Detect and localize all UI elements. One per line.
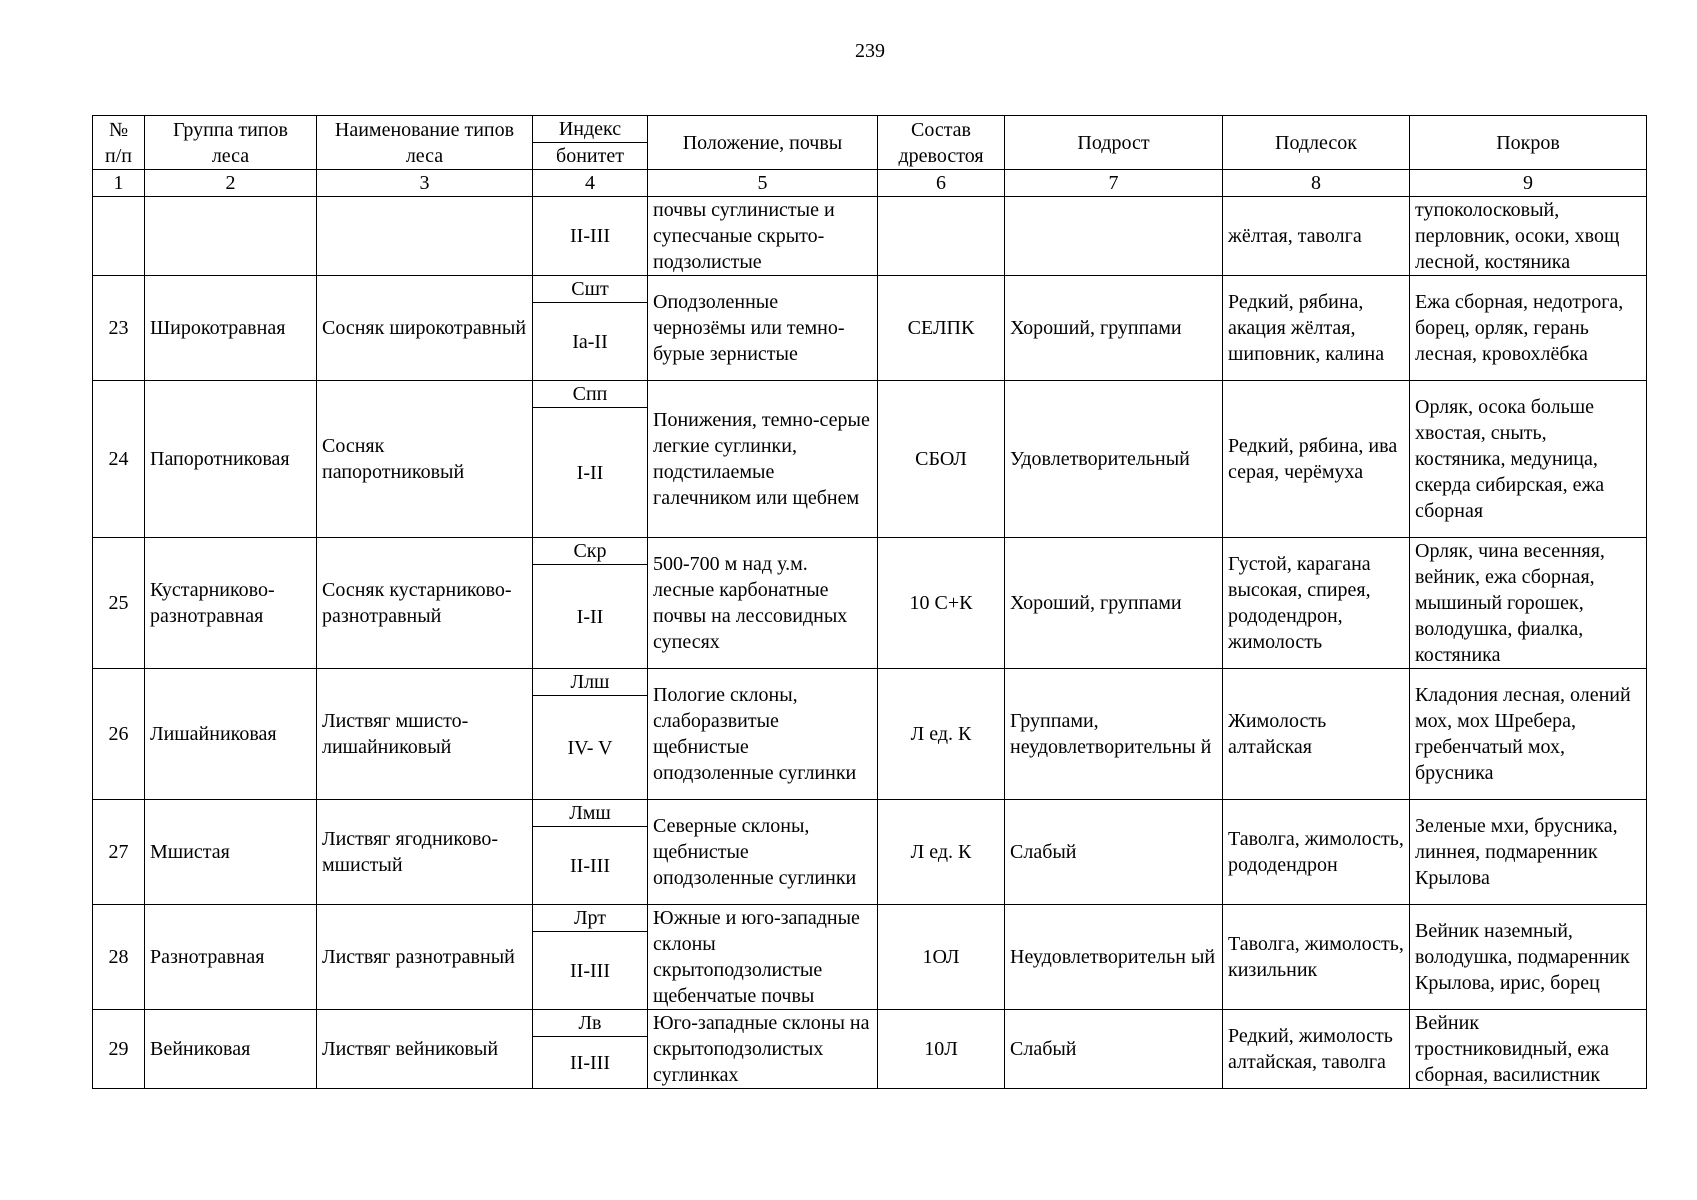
cell-cover: тупоколосковый, перловник, осоки, хвощ лесной, костяника	[1410, 197, 1647, 276]
header-cover: Покров	[1410, 116, 1647, 170]
cell-composition: СЕЛПК	[878, 276, 1005, 381]
header-index: Индекс	[533, 116, 648, 143]
cell-underbrush: жёлтая, таволга	[1223, 197, 1410, 276]
column-number: 7	[1005, 170, 1223, 197]
cell-undergrowth: Слабый	[1005, 800, 1223, 905]
column-number: 2	[145, 170, 317, 197]
cell-cover: Орляк, чина весенняя, вейник, ежа сборная, мышиный горошек, володушка, фиалка, костяника	[1410, 538, 1647, 669]
cell-group: Папоротниковая	[145, 381, 317, 538]
cell-composition: СБОЛ	[878, 381, 1005, 538]
cell-group: Разнотравная	[145, 905, 317, 1010]
header-bonitet: бонитет	[533, 143, 648, 170]
cell-cover: Ежа сборная, недотрога, борец, орляк, герань лесная, кровохлёбка	[1410, 276, 1647, 381]
column-number: 5	[648, 170, 878, 197]
cell-num: 28	[93, 905, 145, 1010]
cell-cover: Вейник наземный, володушка, подмаренник Крылова, ирис, борец	[1410, 905, 1647, 1010]
table-header	[93, 116, 1647, 197]
cell-position: почвы суглинистые и супесчаные скрыто-подзолистые	[648, 197, 878, 276]
cell-undergrowth: Группами, неудовлетворительны й	[1005, 669, 1223, 800]
cell-num: 29	[93, 1010, 145, 1089]
cell-composition: Л ед. К	[878, 669, 1005, 800]
cell-underbrush: Таволга, жимолость, рододендрон	[1223, 800, 1410, 905]
header-group: Группа типов леса	[145, 116, 317, 170]
table-row	[93, 905, 1647, 932]
table-row	[93, 276, 1647, 303]
column-number: 1	[93, 170, 145, 197]
cell-underbrush: Густой, карагана высокая, спирея, рододендрон, жимолость	[1223, 538, 1410, 669]
cell-position: Южные и юго-западные склоны скрытоподзолистые щебенчатые почвы	[648, 905, 878, 1010]
cell-composition	[878, 197, 1005, 276]
cell-position: 500-700 м над у.м. лесные карбонатные почвы на лессовидных супесях	[648, 538, 878, 669]
cell-name	[317, 197, 533, 276]
cell-num: 24	[93, 381, 145, 538]
cell-undergrowth	[1005, 197, 1223, 276]
cell-composition: 1ОЛ	[878, 905, 1005, 1010]
cell-index: Спп	[533, 381, 648, 408]
header-undergrowth: Подрост	[1005, 116, 1223, 170]
cell-group: Кустарниково-разнотравная	[145, 538, 317, 669]
cell-index: Лв	[533, 1010, 648, 1037]
cell-position: Оподзоленные чернозёмы или темно-бурые зернистые	[648, 276, 878, 381]
cell-name: Листвяг ягодниково-мшистый	[317, 800, 533, 905]
cell-bonitet: I-II	[533, 565, 648, 669]
cell-undergrowth: Слабый	[1005, 1010, 1223, 1089]
cell-bonitet: Ia-II	[533, 303, 648, 381]
cell-num: 23	[93, 276, 145, 381]
cell-cover: Кладония лесная, олений мох, мох Шребера, гребенчатый мох, брусника	[1410, 669, 1647, 800]
table-row	[93, 1010, 1647, 1037]
cell-position: Пологие склоны, слаборазвитые щебнистые оподзоленные суглинки	[648, 669, 878, 800]
forest-types-table	[92, 115, 1647, 1089]
header-underbrush: Подлесок	[1223, 116, 1410, 170]
cell-num: 26	[93, 669, 145, 800]
cell-name: Листвяг вейниковый	[317, 1010, 533, 1089]
cell-cover: Орляк, осока больше хвостая, сныть, костяника, медуница, скерда сибирская, ежа сборная	[1410, 381, 1647, 538]
column-number-row	[93, 170, 1647, 197]
cell-underbrush: Редкий, жимолость алтайская, таволга	[1223, 1010, 1410, 1089]
column-number: 3	[317, 170, 533, 197]
table-row	[93, 381, 1647, 408]
cell-num	[93, 197, 145, 276]
cell-cover: Зеленые мхи, брусника, линнея, подмаренник Крылова	[1410, 800, 1647, 905]
cell-position: Северные склоны, щебнистые оподзоленные суглинки	[648, 800, 878, 905]
cell-underbrush: Жимолость алтайская	[1223, 669, 1410, 800]
cell-group: Мшистая	[145, 800, 317, 905]
header-row	[93, 116, 1647, 143]
cell-composition: Л ед. К	[878, 800, 1005, 905]
cell-name: Сосняк кустарниково-разнотравный	[317, 538, 533, 669]
cell-bonitet: II-III	[533, 932, 648, 1010]
cell-bonitet: II-III	[533, 827, 648, 905]
header-name: Наименование типов леса	[317, 116, 533, 170]
page-number: 239	[855, 40, 885, 62]
header-num: № п/п	[93, 116, 145, 170]
cell-group: Широкотравная	[145, 276, 317, 381]
cell-bonitet: I-II	[533, 408, 648, 538]
header-position: Положение, почвы	[648, 116, 878, 170]
cell-name: Сосняк широкотравный	[317, 276, 533, 381]
cell-index: Лрт	[533, 905, 648, 932]
cell-bonitet: II-III	[533, 197, 648, 276]
cell-index: Скр	[533, 538, 648, 565]
cell-name: Листвяг мшисто-лишайниковый	[317, 669, 533, 800]
table-row	[93, 197, 1647, 276]
cell-group: Вейниковая	[145, 1010, 317, 1089]
cell-name: Сосняк папоротниковый	[317, 381, 533, 538]
table-body	[93, 197, 1647, 1089]
column-number: 6	[878, 170, 1005, 197]
cell-undergrowth: Хороший, группами	[1005, 538, 1223, 669]
cell-group: Лишайниковая	[145, 669, 317, 800]
cell-underbrush: Редкий, рябина, ива серая, черёмуха	[1223, 381, 1410, 538]
cell-underbrush: Редкий, рябина, акация жёлтая, шиповник, калина	[1223, 276, 1410, 381]
cell-bonitet: II-III	[533, 1037, 648, 1089]
cell-num: 27	[93, 800, 145, 905]
table-row	[93, 800, 1647, 827]
cell-cover: Вейник тростниковидный, ежа сборная, василистник	[1410, 1010, 1647, 1089]
table-row	[93, 538, 1647, 565]
cell-undergrowth: Неудовлетворительн ый	[1005, 905, 1223, 1010]
cell-name: Листвяг разнотравный	[317, 905, 533, 1010]
header-composition: Состав древостоя	[878, 116, 1005, 170]
column-number: 9	[1410, 170, 1647, 197]
cell-position: Юго-западные склоны на скрытоподзолистых суглинках	[648, 1010, 878, 1089]
cell-index: Сшт	[533, 276, 648, 303]
cell-undergrowth: Удовлетворительный	[1005, 381, 1223, 538]
cell-num: 25	[93, 538, 145, 669]
cell-bonitet: IV- V	[533, 696, 648, 800]
cell-index: Лмш	[533, 800, 648, 827]
cell-group	[145, 197, 317, 276]
cell-position: Понижения, темно-серые легкие суглинки, подстилаемые галечником или щебнем	[648, 381, 878, 538]
cell-undergrowth: Хороший, группами	[1005, 276, 1223, 381]
column-number: 4	[533, 170, 648, 197]
cell-index: Ллш	[533, 669, 648, 696]
column-number: 8	[1223, 170, 1410, 197]
cell-composition: 10 С+К	[878, 538, 1005, 669]
cell-composition: 10Л	[878, 1010, 1005, 1089]
table-row	[93, 669, 1647, 696]
cell-underbrush: Таволга, жимолость, кизильник	[1223, 905, 1410, 1010]
